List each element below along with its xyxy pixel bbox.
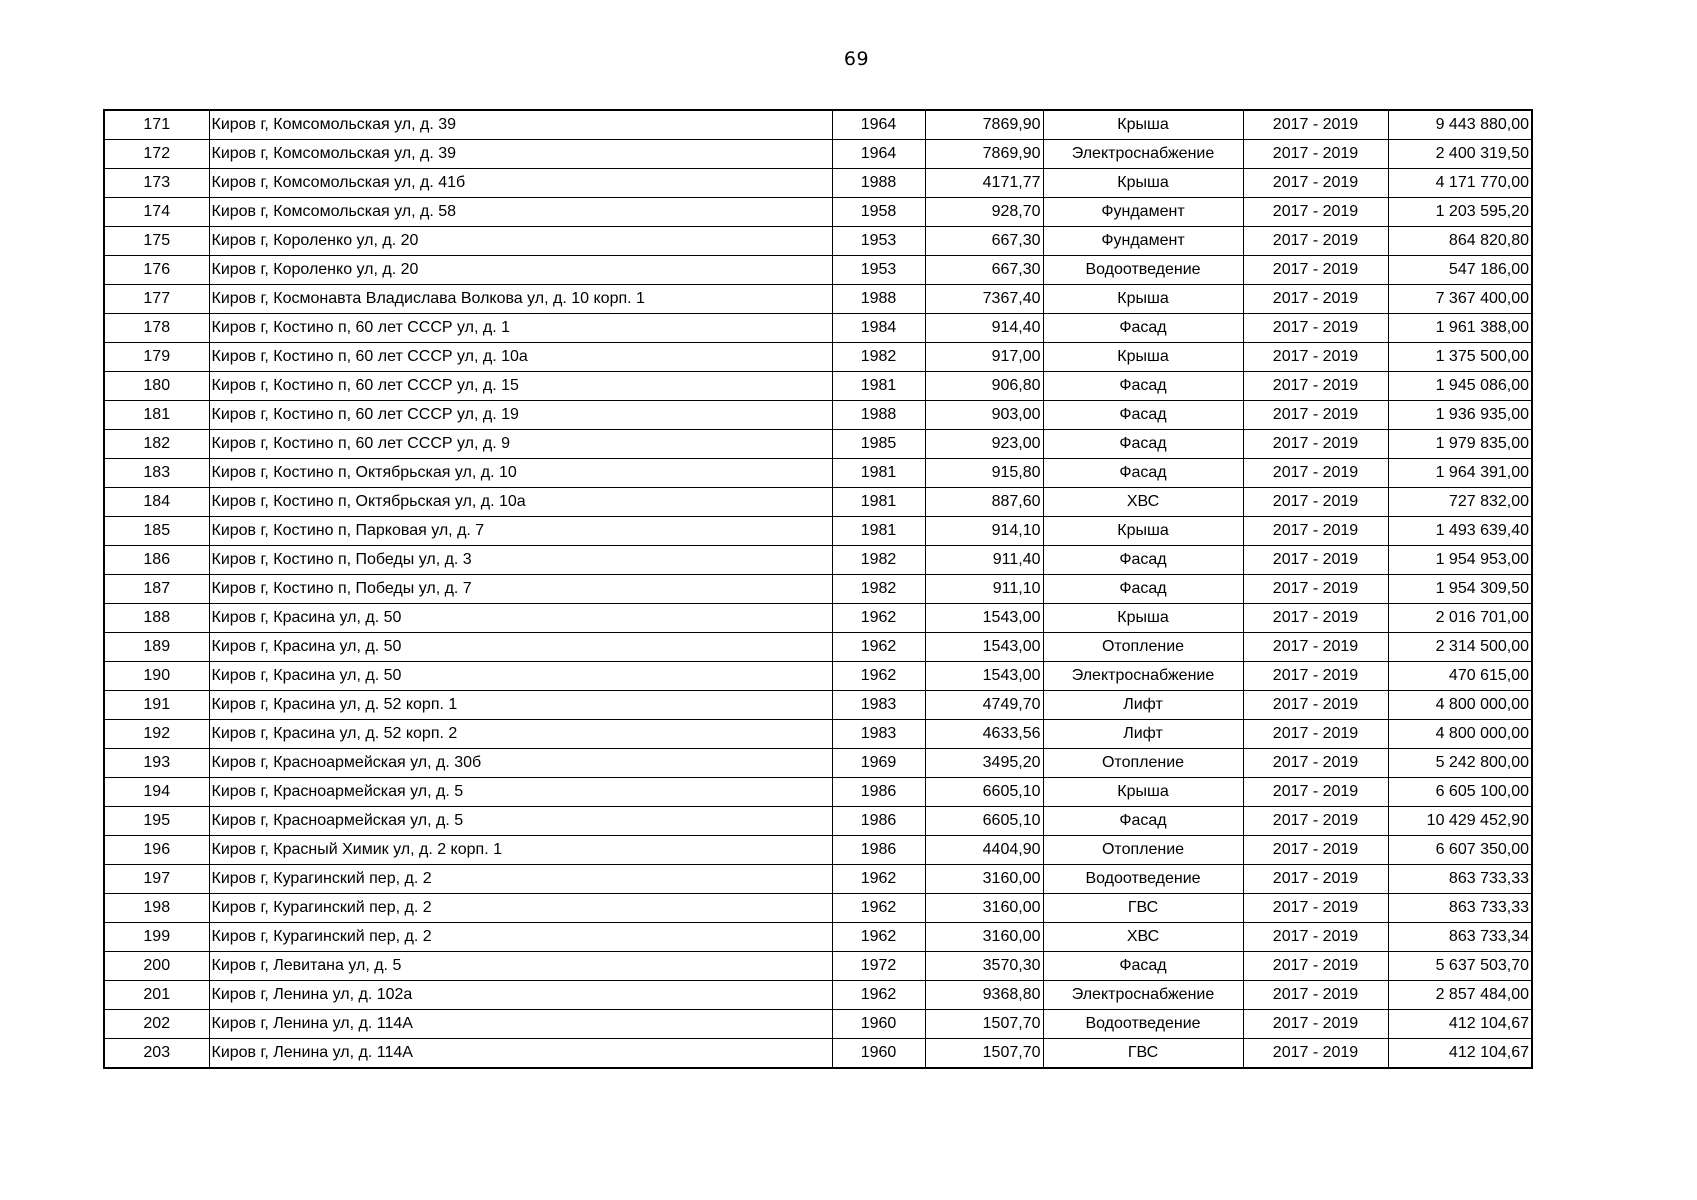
year-built-cell: 1986 — [832, 836, 925, 865]
period-cell: 2017 - 2019 — [1243, 517, 1388, 546]
cost-cell: 864 820,80 — [1388, 227, 1532, 256]
area-cell: 1507,70 — [925, 1010, 1043, 1039]
page-number: 69 — [843, 48, 870, 70]
year-built-cell: 1988 — [832, 401, 925, 430]
row-number-cell: 182 — [104, 430, 209, 459]
address-cell: Киров г, Костино п, Победы ул, д. 7 — [209, 575, 832, 604]
table-body — [104, 110, 1532, 1068]
year-built-cell: 1985 — [832, 430, 925, 459]
year-built-cell: 1984 — [832, 314, 925, 343]
work-type-cell: Отопление — [1043, 633, 1243, 662]
year-built-cell: 1964 — [832, 140, 925, 169]
area-cell: 9368,80 — [925, 981, 1043, 1010]
row-number-cell: 194 — [104, 778, 209, 807]
work-type-cell: Водоотведение — [1043, 865, 1243, 894]
cost-cell: 863 733,33 — [1388, 894, 1532, 923]
cost-cell: 5 637 503,70 — [1388, 952, 1532, 981]
work-type-cell: Фундамент — [1043, 227, 1243, 256]
year-built-cell: 1981 — [832, 517, 925, 546]
period-cell: 2017 - 2019 — [1243, 807, 1388, 836]
work-type-cell: ХВС — [1043, 488, 1243, 517]
period-cell: 2017 - 2019 — [1243, 894, 1388, 923]
area-cell: 6605,10 — [925, 778, 1043, 807]
cost-cell: 1 493 639,40 — [1388, 517, 1532, 546]
table-row — [104, 140, 1532, 169]
area-cell: 6605,10 — [925, 807, 1043, 836]
table-row — [104, 459, 1532, 488]
row-number-cell: 188 — [104, 604, 209, 633]
year-built-cell: 1982 — [832, 546, 925, 575]
table-row — [104, 198, 1532, 227]
work-type-cell: Крыша — [1043, 169, 1243, 198]
year-built-cell: 1962 — [832, 865, 925, 894]
year-built-cell: 1983 — [832, 720, 925, 749]
cost-cell: 4 800 000,00 — [1388, 720, 1532, 749]
cost-cell: 7 367 400,00 — [1388, 285, 1532, 314]
address-cell: Киров г, Короленко ул, д. 20 — [209, 256, 832, 285]
row-number-cell: 196 — [104, 836, 209, 865]
area-cell: 917,00 — [925, 343, 1043, 372]
cost-cell: 6 605 100,00 — [1388, 778, 1532, 807]
period-cell: 2017 - 2019 — [1243, 488, 1388, 517]
period-cell: 2017 - 2019 — [1243, 430, 1388, 459]
address-cell: Киров г, Красина ул, д. 50 — [209, 633, 832, 662]
address-cell: Киров г, Костино п, Победы ул, д. 3 — [209, 546, 832, 575]
year-built-cell: 1969 — [832, 749, 925, 778]
period-cell: 2017 - 2019 — [1243, 227, 1388, 256]
address-cell: Киров г, Костино п, Парковая ул, д. 7 — [209, 517, 832, 546]
cost-cell: 1 964 391,00 — [1388, 459, 1532, 488]
work-type-cell: Водоотведение — [1043, 1010, 1243, 1039]
row-number-cell: 190 — [104, 662, 209, 691]
year-built-cell: 1981 — [832, 459, 925, 488]
table-row — [104, 865, 1532, 894]
work-type-cell: Фасад — [1043, 372, 1243, 401]
period-cell: 2017 - 2019 — [1243, 836, 1388, 865]
period-cell: 2017 - 2019 — [1243, 778, 1388, 807]
work-type-cell: Фасад — [1043, 807, 1243, 836]
cost-cell: 863 733,34 — [1388, 923, 1532, 952]
work-type-cell: Крыша — [1043, 110, 1243, 140]
address-cell: Киров г, Красина ул, д. 52 корп. 1 — [209, 691, 832, 720]
period-cell: 2017 - 2019 — [1243, 923, 1388, 952]
cost-cell: 9 443 880,00 — [1388, 110, 1532, 140]
row-number-cell: 177 — [104, 285, 209, 314]
address-cell: Киров г, Красный Химик ул, д. 2 корп. 1 — [209, 836, 832, 865]
period-cell: 2017 - 2019 — [1243, 140, 1388, 169]
row-number-cell: 181 — [104, 401, 209, 430]
address-cell: Киров г, Комсомольская ул, д. 39 — [209, 140, 832, 169]
cost-cell: 1 954 309,50 — [1388, 575, 1532, 604]
work-type-cell: Электроснабжение — [1043, 140, 1243, 169]
table-row — [104, 517, 1532, 546]
cost-cell: 547 186,00 — [1388, 256, 1532, 285]
table-row — [104, 807, 1532, 836]
row-number-cell: 202 — [104, 1010, 209, 1039]
period-cell: 2017 - 2019 — [1243, 372, 1388, 401]
period-cell: 2017 - 2019 — [1243, 256, 1388, 285]
work-type-cell: Фундамент — [1043, 198, 1243, 227]
area-cell: 887,60 — [925, 488, 1043, 517]
table-row — [104, 894, 1532, 923]
work-type-cell: Фасад — [1043, 546, 1243, 575]
work-type-cell: Фасад — [1043, 401, 1243, 430]
row-number-cell: 179 — [104, 343, 209, 372]
cost-cell: 10 429 452,90 — [1388, 807, 1532, 836]
work-type-cell: Крыша — [1043, 343, 1243, 372]
area-cell: 7367,40 — [925, 285, 1043, 314]
work-type-cell: ХВС — [1043, 923, 1243, 952]
period-cell: 2017 - 2019 — [1243, 604, 1388, 633]
year-built-cell: 1982 — [832, 575, 925, 604]
cost-cell: 1 961 388,00 — [1388, 314, 1532, 343]
table-row — [104, 691, 1532, 720]
address-cell: Киров г, Комсомольская ул, д. 41б — [209, 169, 832, 198]
area-cell: 911,40 — [925, 546, 1043, 575]
work-type-cell: Отопление — [1043, 749, 1243, 778]
year-built-cell: 1962 — [832, 894, 925, 923]
cost-cell: 2 314 500,00 — [1388, 633, 1532, 662]
period-cell: 2017 - 2019 — [1243, 952, 1388, 981]
address-cell: Киров г, Костино п, 60 лет СССР ул, д. 9 — [209, 430, 832, 459]
row-number-cell: 175 — [104, 227, 209, 256]
address-cell: Киров г, Курагинский пер, д. 2 — [209, 894, 832, 923]
table-row — [104, 169, 1532, 198]
address-cell: Киров г, Красноармейская ул, д. 30б — [209, 749, 832, 778]
row-number-cell: 174 — [104, 198, 209, 227]
year-built-cell: 1964 — [832, 110, 925, 140]
cost-cell: 470 615,00 — [1388, 662, 1532, 691]
work-type-cell: Электроснабжение — [1043, 662, 1243, 691]
table-row — [104, 633, 1532, 662]
table-row — [104, 1010, 1532, 1039]
year-built-cell: 1972 — [832, 952, 925, 981]
address-cell: Киров г, Комсомольская ул, д. 39 — [209, 110, 832, 140]
year-built-cell: 1960 — [832, 1039, 925, 1069]
area-cell: 915,80 — [925, 459, 1043, 488]
work-type-cell: Лифт — [1043, 720, 1243, 749]
work-type-cell: Фасад — [1043, 575, 1243, 604]
area-cell: 914,10 — [925, 517, 1043, 546]
table-row — [104, 1039, 1532, 1069]
row-number-cell: 203 — [104, 1039, 209, 1069]
area-cell: 911,10 — [925, 575, 1043, 604]
address-cell: Киров г, Костино п, 60 лет СССР ул, д. 15 — [209, 372, 832, 401]
period-cell: 2017 - 2019 — [1243, 285, 1388, 314]
year-built-cell: 1986 — [832, 778, 925, 807]
year-built-cell: 1981 — [832, 372, 925, 401]
period-cell: 2017 - 2019 — [1243, 691, 1388, 720]
period-cell: 2017 - 2019 — [1243, 865, 1388, 894]
address-cell: Киров г, Красноармейская ул, д. 5 — [209, 778, 832, 807]
period-cell: 2017 - 2019 — [1243, 575, 1388, 604]
row-number-cell: 187 — [104, 575, 209, 604]
address-cell: Киров г, Красина ул, д. 50 — [209, 604, 832, 633]
table-row — [104, 720, 1532, 749]
address-cell: Киров г, Костино п, 60 лет СССР ул, д. 19 — [209, 401, 832, 430]
cost-cell: 1 945 086,00 — [1388, 372, 1532, 401]
table-row — [104, 285, 1532, 314]
address-cell: Киров г, Курагинский пер, д. 2 — [209, 923, 832, 952]
address-cell: Киров г, Костино п, Октябрьская ул, д. 10 — [209, 459, 832, 488]
address-cell: Киров г, Костино п, Октябрьская ул, д. 10а — [209, 488, 832, 517]
year-built-cell: 1953 — [832, 227, 925, 256]
cost-cell: 2 016 701,00 — [1388, 604, 1532, 633]
year-built-cell: 1988 — [832, 169, 925, 198]
year-built-cell: 1962 — [832, 633, 925, 662]
year-built-cell: 1962 — [832, 923, 925, 952]
period-cell: 2017 - 2019 — [1243, 1039, 1388, 1069]
address-cell: Киров г, Ленина ул, д. 114А — [209, 1039, 832, 1069]
row-number-cell: 171 — [104, 110, 209, 140]
table-row — [104, 923, 1532, 952]
year-built-cell: 1962 — [832, 662, 925, 691]
year-built-cell: 1962 — [832, 981, 925, 1010]
address-cell: Киров г, Левитана ул, д. 5 — [209, 952, 832, 981]
work-type-cell: Лифт — [1043, 691, 1243, 720]
row-number-cell: 178 — [104, 314, 209, 343]
year-built-cell: 1958 — [832, 198, 925, 227]
work-type-cell: Крыша — [1043, 517, 1243, 546]
cost-cell: 412 104,67 — [1388, 1039, 1532, 1069]
table-row — [104, 110, 1532, 140]
row-number-cell: 201 — [104, 981, 209, 1010]
cost-cell: 6 607 350,00 — [1388, 836, 1532, 865]
row-number-cell: 184 — [104, 488, 209, 517]
work-type-cell: Крыша — [1043, 285, 1243, 314]
area-cell: 906,80 — [925, 372, 1043, 401]
area-cell: 4749,70 — [925, 691, 1043, 720]
year-built-cell: 1953 — [832, 256, 925, 285]
table-row — [104, 343, 1532, 372]
period-cell: 2017 - 2019 — [1243, 981, 1388, 1010]
area-cell: 667,30 — [925, 256, 1043, 285]
table-row — [104, 981, 1532, 1010]
cost-cell: 727 832,00 — [1388, 488, 1532, 517]
work-type-cell: ГВС — [1043, 894, 1243, 923]
address-cell: Киров г, Красина ул, д. 50 — [209, 662, 832, 691]
cost-cell: 1 203 595,20 — [1388, 198, 1532, 227]
cost-cell: 4 800 000,00 — [1388, 691, 1532, 720]
period-cell: 2017 - 2019 — [1243, 459, 1388, 488]
area-cell: 3495,20 — [925, 749, 1043, 778]
area-cell: 4171,77 — [925, 169, 1043, 198]
area-cell: 7869,90 — [925, 140, 1043, 169]
table-row — [104, 401, 1532, 430]
row-number-cell: 197 — [104, 865, 209, 894]
address-cell: Киров г, Костино п, 60 лет СССР ул, д. 10а — [209, 343, 832, 372]
area-cell: 923,00 — [925, 430, 1043, 459]
table-row — [104, 662, 1532, 691]
period-cell: 2017 - 2019 — [1243, 1010, 1388, 1039]
table-row — [104, 488, 1532, 517]
address-cell: Киров г, Костино п, 60 лет СССР ул, д. 1 — [209, 314, 832, 343]
period-cell: 2017 - 2019 — [1243, 633, 1388, 662]
year-built-cell: 1983 — [832, 691, 925, 720]
cost-cell: 4 171 770,00 — [1388, 169, 1532, 198]
table-row — [104, 372, 1532, 401]
area-cell: 4633,56 — [925, 720, 1043, 749]
area-cell: 1543,00 — [925, 633, 1043, 662]
cost-cell: 1 375 500,00 — [1388, 343, 1532, 372]
work-type-cell: Фасад — [1043, 459, 1243, 488]
address-cell: Киров г, Ленина ул, д. 102а — [209, 981, 832, 1010]
table-row — [104, 256, 1532, 285]
row-number-cell: 198 — [104, 894, 209, 923]
row-number-cell: 176 — [104, 256, 209, 285]
row-number-cell: 192 — [104, 720, 209, 749]
area-cell: 3160,00 — [925, 923, 1043, 952]
row-number-cell: 193 — [104, 749, 209, 778]
row-number-cell: 189 — [104, 633, 209, 662]
period-cell: 2017 - 2019 — [1243, 314, 1388, 343]
period-cell: 2017 - 2019 — [1243, 401, 1388, 430]
area-cell: 3160,00 — [925, 894, 1043, 923]
row-number-cell: 199 — [104, 923, 209, 952]
work-type-cell: Отопление — [1043, 836, 1243, 865]
table-row — [104, 952, 1532, 981]
work-type-cell: Крыша — [1043, 778, 1243, 807]
cost-cell: 2 857 484,00 — [1388, 981, 1532, 1010]
period-cell: 2017 - 2019 — [1243, 110, 1388, 140]
area-cell: 928,70 — [925, 198, 1043, 227]
cost-cell: 412 104,67 — [1388, 1010, 1532, 1039]
table-row — [104, 575, 1532, 604]
cost-cell: 863 733,33 — [1388, 865, 1532, 894]
year-built-cell: 1986 — [832, 807, 925, 836]
period-cell: 2017 - 2019 — [1243, 198, 1388, 227]
period-cell: 2017 - 2019 — [1243, 720, 1388, 749]
cost-cell: 2 400 319,50 — [1388, 140, 1532, 169]
work-type-cell: ГВС — [1043, 1039, 1243, 1069]
cost-cell: 5 242 800,00 — [1388, 749, 1532, 778]
period-cell: 2017 - 2019 — [1243, 169, 1388, 198]
row-number-cell: 200 — [104, 952, 209, 981]
cost-cell: 1 954 953,00 — [1388, 546, 1532, 575]
row-number-cell: 173 — [104, 169, 209, 198]
row-number-cell: 180 — [104, 372, 209, 401]
area-cell: 903,00 — [925, 401, 1043, 430]
area-cell: 1543,00 — [925, 662, 1043, 691]
row-number-cell: 172 — [104, 140, 209, 169]
row-number-cell: 186 — [104, 546, 209, 575]
cost-cell: 1 936 935,00 — [1388, 401, 1532, 430]
address-cell: Киров г, Ленина ул, д. 114А — [209, 1010, 832, 1039]
table-row — [104, 778, 1532, 807]
year-built-cell: 1960 — [832, 1010, 925, 1039]
area-cell: 3570,30 — [925, 952, 1043, 981]
table-row — [104, 430, 1532, 459]
area-cell: 1507,70 — [925, 1039, 1043, 1069]
area-cell: 667,30 — [925, 227, 1043, 256]
area-cell: 3160,00 — [925, 865, 1043, 894]
year-built-cell: 1981 — [832, 488, 925, 517]
work-type-cell: Водоотведение — [1043, 256, 1243, 285]
address-cell: Киров г, Комсомольская ул, д. 58 — [209, 198, 832, 227]
year-built-cell: 1982 — [832, 343, 925, 372]
area-cell: 7869,90 — [925, 110, 1043, 140]
period-cell: 2017 - 2019 — [1243, 662, 1388, 691]
row-number-cell: 185 — [104, 517, 209, 546]
year-built-cell: 1962 — [832, 604, 925, 633]
period-cell: 2017 - 2019 — [1243, 749, 1388, 778]
area-cell: 1543,00 — [925, 604, 1043, 633]
address-cell: Киров г, Короленко ул, д. 20 — [209, 227, 832, 256]
address-cell: Киров г, Космонавта Владислава Волкова ул, д. 10 корп. 1 — [209, 285, 832, 314]
address-cell: Киров г, Курагинский пер, д. 2 — [209, 865, 832, 894]
row-number-cell: 195 — [104, 807, 209, 836]
work-type-cell: Фасад — [1043, 952, 1243, 981]
area-cell: 914,40 — [925, 314, 1043, 343]
row-number-cell: 183 — [104, 459, 209, 488]
table-row — [104, 546, 1532, 575]
registry-table — [103, 109, 1533, 1069]
work-type-cell: Фасад — [1043, 314, 1243, 343]
cost-cell: 1 979 835,00 — [1388, 430, 1532, 459]
work-type-cell: Электроснабжение — [1043, 981, 1243, 1010]
table-row — [104, 314, 1532, 343]
address-cell: Киров г, Красина ул, д. 52 корп. 2 — [209, 720, 832, 749]
table-row — [104, 836, 1532, 865]
work-type-cell: Крыша — [1043, 604, 1243, 633]
area-cell: 4404,90 — [925, 836, 1043, 865]
table-row — [104, 227, 1532, 256]
table-row — [104, 749, 1532, 778]
table-row — [104, 604, 1532, 633]
address-cell: Киров г, Красноармейская ул, д. 5 — [209, 807, 832, 836]
work-type-cell: Фасад — [1043, 430, 1243, 459]
row-number-cell: 191 — [104, 691, 209, 720]
period-cell: 2017 - 2019 — [1243, 343, 1388, 372]
period-cell: 2017 - 2019 — [1243, 546, 1388, 575]
year-built-cell: 1988 — [832, 285, 925, 314]
